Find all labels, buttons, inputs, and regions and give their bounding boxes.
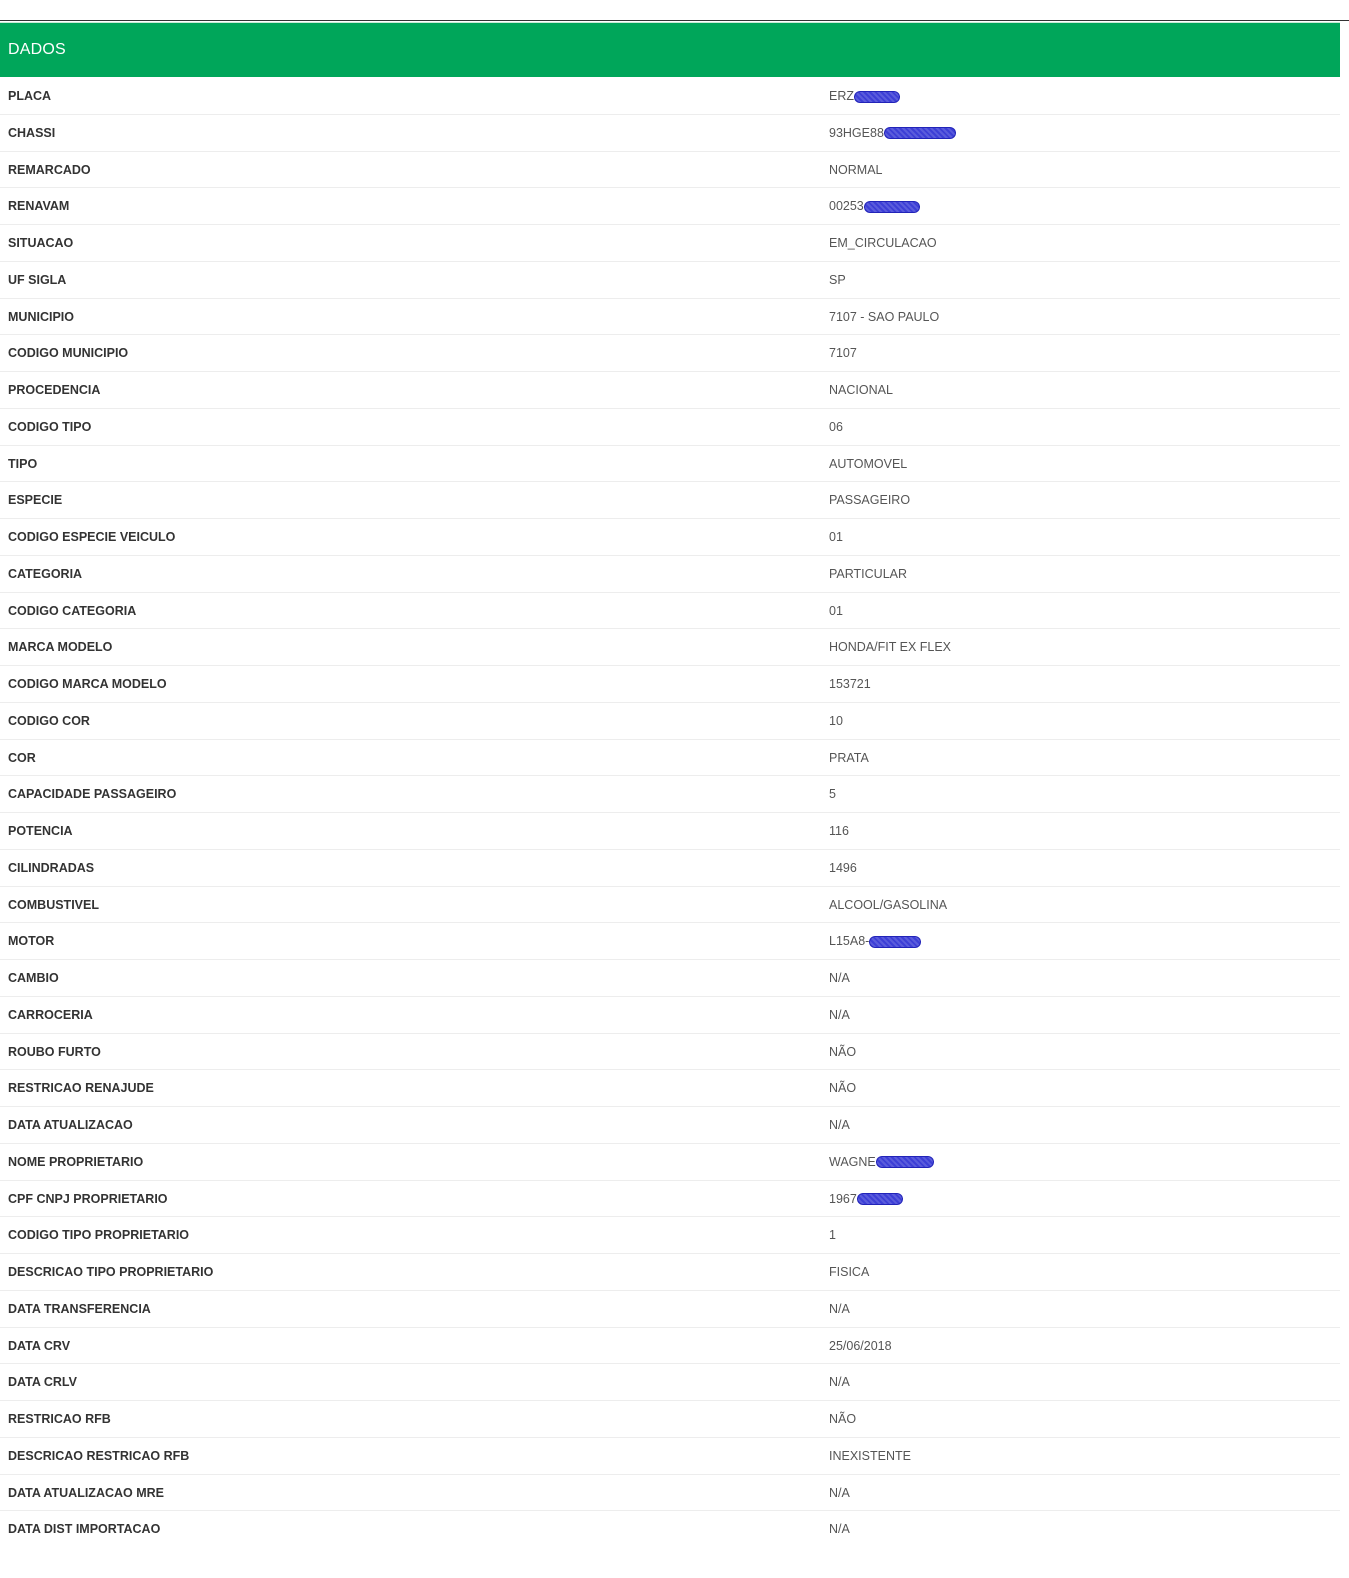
table-row bbox=[0, 556, 1340, 593]
field-label: DESCRICAO RESTRICAO RFB bbox=[8, 1448, 190, 1463]
redaction-mark bbox=[869, 936, 921, 948]
field-value-text: ERZ bbox=[829, 89, 854, 103]
field-value-text: 1 bbox=[829, 1228, 836, 1243]
table-row bbox=[0, 372, 1340, 409]
field-value bbox=[829, 1254, 869, 1290]
field-label: DATA CRLV bbox=[8, 1375, 77, 1390]
table-row bbox=[0, 299, 1340, 336]
field-value bbox=[829, 997, 850, 1033]
field-value bbox=[829, 409, 843, 445]
table-row bbox=[0, 703, 1340, 740]
table-row bbox=[0, 1107, 1340, 1144]
field-label: MARCA MODELO bbox=[8, 640, 113, 655]
field-label: DESCRICAO TIPO PROPRIETARIO bbox=[8, 1265, 214, 1279]
field-value bbox=[829, 1217, 836, 1253]
field-label: TIPO bbox=[8, 456, 38, 471]
field-label: COMBUSTIVEL bbox=[8, 897, 99, 912]
field-label: DATA TRANSFERENCIA bbox=[8, 1301, 151, 1316]
field-value-text: PRATA bbox=[829, 750, 869, 765]
table-row bbox=[0, 593, 1340, 630]
field-value-text: WAGNE bbox=[829, 1154, 876, 1169]
field-value-text: INEXISTENTE bbox=[829, 1448, 911, 1463]
field-value bbox=[829, 1438, 911, 1474]
field-label: MUNICIPIO bbox=[8, 309, 74, 324]
field-value bbox=[829, 1144, 934, 1180]
table-row bbox=[0, 887, 1340, 924]
field-label: CODIGO TIPO bbox=[8, 419, 92, 434]
field-value bbox=[829, 262, 846, 298]
table-row bbox=[0, 1438, 1340, 1475]
field-value bbox=[829, 1181, 903, 1217]
top-divider bbox=[0, 0, 1349, 21]
field-label: CHASSI bbox=[8, 125, 56, 140]
field-value bbox=[829, 887, 947, 923]
table-row bbox=[0, 850, 1340, 887]
table-row bbox=[0, 666, 1340, 703]
table-row bbox=[0, 1181, 1340, 1218]
field-label: REMARCADO bbox=[8, 162, 91, 177]
section-title: DADOS bbox=[8, 41, 66, 58]
table-row bbox=[0, 188, 1340, 225]
field-label: RESTRICAO RENAJUDE bbox=[8, 1081, 154, 1096]
field-value-text: 06 bbox=[829, 419, 843, 434]
field-label: CAPACIDADE PASSAGEIRO bbox=[8, 787, 177, 802]
redaction-mark bbox=[857, 1193, 903, 1205]
field-value-text: ALCOOL/GASOLINA bbox=[829, 897, 948, 912]
field-value-text: N/A bbox=[829, 1007, 850, 1022]
field-value bbox=[829, 372, 893, 408]
field-value-text: 7107 bbox=[829, 346, 857, 361]
field-label: UF SIGLA bbox=[8, 272, 67, 287]
field-label: RENAVAM bbox=[8, 199, 70, 214]
field-value-text: 10 bbox=[829, 713, 843, 728]
redaction-mark bbox=[876, 1156, 934, 1168]
field-value bbox=[829, 299, 939, 335]
table-row bbox=[0, 1364, 1340, 1401]
field-value bbox=[829, 519, 843, 555]
field-label: CODIGO MUNICIPIO bbox=[8, 346, 129, 361]
field-value-text: 25/06/2018 bbox=[829, 1338, 892, 1353]
field-label: SITUACAO bbox=[8, 236, 74, 250]
table-row bbox=[0, 78, 1340, 115]
table-row bbox=[0, 1401, 1340, 1438]
field-value bbox=[829, 813, 849, 849]
table-row bbox=[0, 1328, 1340, 1365]
field-value bbox=[829, 629, 951, 665]
field-value bbox=[829, 1291, 850, 1327]
field-value bbox=[829, 225, 937, 261]
field-value-text: EM_CIRCULACAO bbox=[829, 236, 937, 250]
field-label: PLACA bbox=[8, 89, 52, 103]
table-row bbox=[0, 776, 1340, 813]
field-label: MOTOR bbox=[8, 934, 55, 949]
field-value bbox=[829, 78, 900, 114]
table-row bbox=[0, 1475, 1340, 1512]
table-row bbox=[0, 152, 1340, 189]
field-label: DATA DIST IMPORTACAO bbox=[8, 1522, 161, 1537]
field-value-text: 93HGE88 bbox=[829, 125, 884, 140]
field-label: CARROCERIA bbox=[8, 1007, 93, 1022]
field-label: DATA CRV bbox=[8, 1338, 71, 1353]
table-row bbox=[0, 335, 1340, 372]
field-label: CILINDRADAS bbox=[8, 860, 95, 875]
field-value-text: 1496 bbox=[829, 860, 857, 875]
redaction-mark bbox=[864, 201, 920, 213]
redaction-mark bbox=[854, 91, 900, 103]
field-value-text: N/A bbox=[829, 971, 850, 985]
field-label: CODIGO MARCA MODELO bbox=[8, 677, 167, 691]
field-value-text: 1967 bbox=[829, 1191, 857, 1206]
field-value bbox=[829, 446, 907, 482]
table-row bbox=[0, 519, 1340, 556]
table-row bbox=[0, 923, 1340, 960]
field-label: CODIGO COR bbox=[8, 713, 90, 728]
field-value-text: N/A bbox=[829, 1485, 850, 1500]
field-value-text: SP bbox=[829, 272, 846, 287]
table-row bbox=[0, 225, 1340, 262]
field-value-text: FISICA bbox=[829, 1265, 870, 1279]
field-value bbox=[829, 776, 836, 812]
field-value-text: PASSAGEIRO bbox=[829, 493, 911, 508]
field-value bbox=[829, 1070, 856, 1106]
vehicle-data-table bbox=[0, 78, 1340, 1548]
field-value-text: 116 bbox=[829, 824, 849, 838]
table-row bbox=[0, 446, 1340, 483]
field-label: CAMBIO bbox=[8, 971, 59, 985]
field-value bbox=[829, 960, 850, 996]
field-value-text: NACIONAL bbox=[829, 383, 893, 397]
field-value-text: N/A bbox=[829, 1118, 850, 1132]
table-row bbox=[0, 115, 1340, 152]
field-label: CATEGORIA bbox=[8, 566, 83, 581]
field-value-text: 00253 bbox=[829, 199, 864, 214]
field-value-text: 153721 bbox=[829, 677, 871, 691]
table-row bbox=[0, 1511, 1340, 1548]
field-label: PROCEDENCIA bbox=[8, 383, 101, 397]
field-value bbox=[829, 335, 857, 371]
field-value bbox=[829, 1475, 850, 1511]
table-row bbox=[0, 1034, 1340, 1071]
field-value-text: AUTOMOVEL bbox=[829, 456, 908, 471]
field-label: ROUBO FURTO bbox=[8, 1044, 101, 1059]
table-row bbox=[0, 960, 1340, 997]
field-value bbox=[829, 115, 956, 151]
field-value bbox=[829, 1364, 850, 1400]
field-value bbox=[829, 740, 869, 776]
table-row bbox=[0, 482, 1340, 519]
field-value bbox=[829, 1328, 892, 1364]
field-value-text: NÃO bbox=[829, 1081, 857, 1096]
field-value-text: 01 bbox=[829, 530, 843, 544]
table-row bbox=[0, 1144, 1340, 1181]
field-value bbox=[829, 923, 921, 959]
field-value-text: 01 bbox=[829, 603, 843, 618]
field-value bbox=[829, 152, 882, 188]
field-value bbox=[829, 1511, 850, 1547]
field-label: DATA ATUALIZACAO bbox=[8, 1118, 133, 1132]
field-label: CODIGO TIPO PROPRIETARIO bbox=[8, 1228, 190, 1243]
field-value-text: N/A bbox=[829, 1301, 850, 1316]
field-label: CPF CNPJ PROPRIETARIO bbox=[8, 1191, 168, 1206]
field-value-text: PARTICULAR bbox=[829, 566, 908, 581]
field-value bbox=[829, 1107, 850, 1143]
section-header bbox=[0, 22, 1340, 77]
field-value bbox=[829, 1034, 856, 1070]
field-label: NOME PROPRIETARIO bbox=[8, 1154, 144, 1169]
table-row bbox=[0, 813, 1340, 850]
field-value-text: NÃO bbox=[829, 1044, 857, 1059]
field-label: CODIGO CATEGORIA bbox=[8, 603, 137, 618]
field-label: POTENCIA bbox=[8, 824, 73, 838]
field-value-text: N/A bbox=[829, 1522, 850, 1537]
field-label: CODIGO ESPECIE VEICULO bbox=[8, 530, 176, 544]
field-value bbox=[829, 188, 920, 224]
field-value-text: 7107 - SAO PAULO bbox=[829, 309, 940, 324]
table-row bbox=[0, 1070, 1340, 1107]
table-row bbox=[0, 997, 1340, 1034]
table-row bbox=[0, 629, 1340, 666]
field-label: DATA ATUALIZACAO MRE bbox=[8, 1485, 164, 1500]
table-row bbox=[0, 1254, 1340, 1291]
field-value-text: NÃO bbox=[829, 1412, 857, 1426]
field-label: ESPECIE bbox=[8, 493, 63, 508]
table-row bbox=[0, 262, 1340, 299]
field-value bbox=[829, 593, 843, 629]
field-value-text: 5 bbox=[829, 787, 836, 802]
table-row bbox=[0, 740, 1340, 777]
table-row bbox=[0, 1291, 1340, 1328]
field-value-text: NORMAL bbox=[829, 162, 883, 177]
table-row bbox=[0, 1217, 1340, 1254]
field-value bbox=[829, 482, 910, 518]
field-value bbox=[829, 1401, 856, 1437]
field-label: RESTRICAO RFB bbox=[8, 1412, 111, 1426]
field-label: COR bbox=[8, 750, 36, 765]
field-value bbox=[829, 666, 871, 702]
field-value bbox=[829, 850, 857, 886]
redaction-mark bbox=[884, 127, 956, 139]
field-value bbox=[829, 703, 843, 739]
table-row bbox=[0, 409, 1340, 446]
field-value-text: HONDA/FIT EX FLEX bbox=[829, 640, 952, 655]
field-value-text: L15A8- bbox=[829, 934, 870, 949]
field-value-text: N/A bbox=[829, 1375, 850, 1390]
field-value bbox=[829, 556, 907, 592]
